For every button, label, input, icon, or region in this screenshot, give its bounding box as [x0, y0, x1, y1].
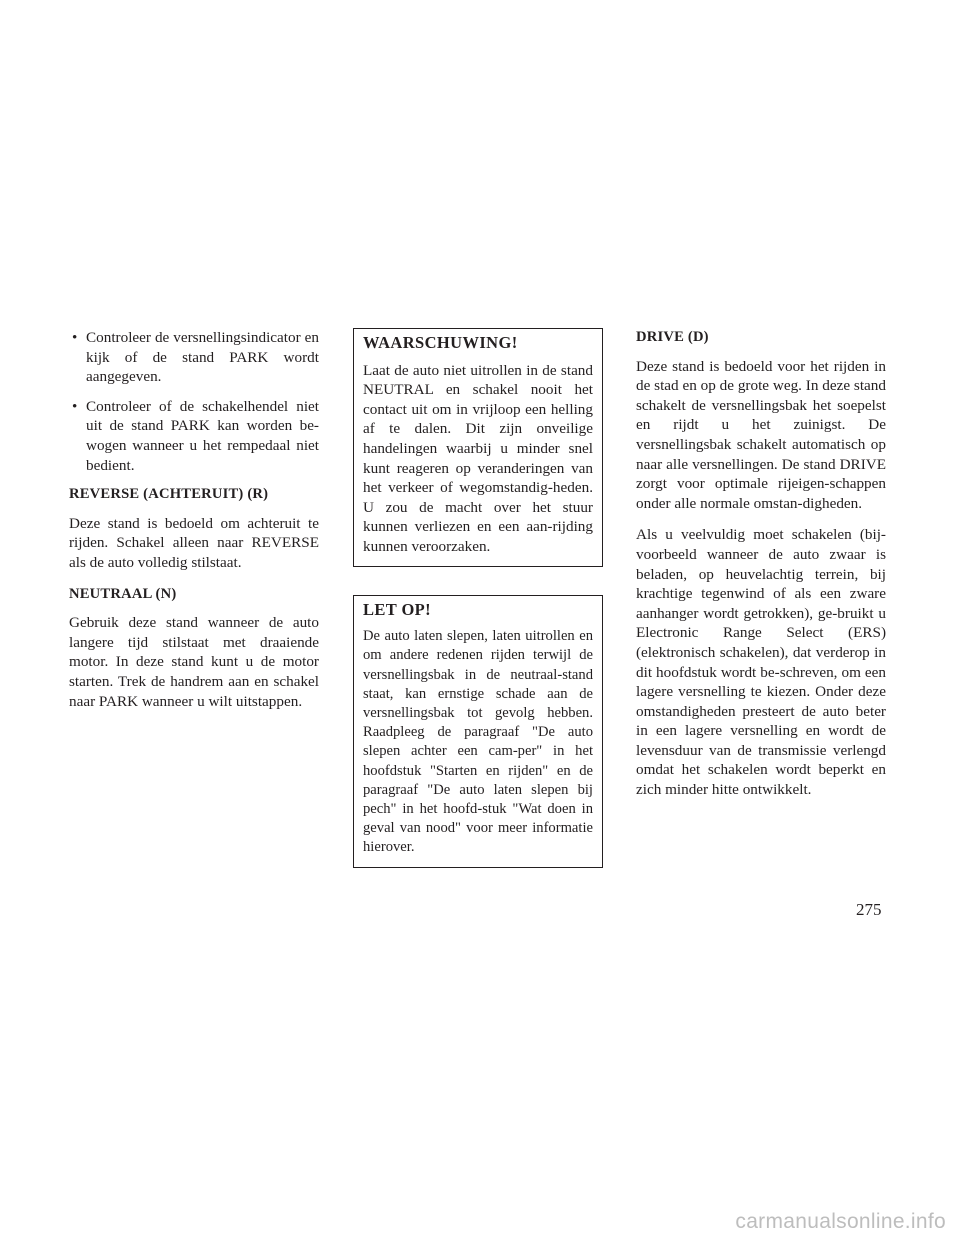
reverse-text: Deze stand is bedoeld om achteruit te rijden. Schakel alleen naar REVERSE als de auto volledig stilstaat. [69, 514, 319, 571]
left-column [69, 328, 319, 723]
list-item-text: Controleer de versnellingsindicator en kijk of de stand PARK wordt aangegeven. [86, 329, 319, 386]
watermark: carmanualsonline.info [735, 1210, 946, 1233]
drive-text-1: Deze stand is bedoeld voor het rijden in de stad en op de grote weg. In deze stand schakelt de versnellingsbak het soepelst en rijdt u het zuinigst. De versnellingsbak schakelt automatisch op naar alle versnellingen. De stand DRIVE zorgt voor optimale rijeigen-schappen onder alle normale omstan-digheden. [636, 357, 886, 512]
drive-heading: DRIVE (D) [636, 329, 709, 345]
middle-column [353, 328, 603, 896]
neutral-heading: NEUTRAAL (N) [69, 585, 177, 602]
bullet-icon: • [72, 397, 78, 415]
list-item [69, 328, 319, 387]
page-number: 275 [856, 900, 882, 919]
warning-box [353, 328, 603, 567]
caution-box [353, 595, 603, 868]
right-column [636, 328, 886, 812]
neutral-text: Gebruik deze stand wanneer de auto langere tijd stilstaat met draaiende motor. In deze stand kunt u de motor starten. Trek de handrem aan en schakel naar PARK wanneer u wilt uitstappen. [69, 614, 319, 710]
list-item [69, 397, 319, 475]
caution-title: LET OP! [363, 599, 432, 619]
warning-text: Laat de auto niet uitrollen in de stand NEUTRAL en schakel nooit het contact uit om in vrijloop een helling af te dalen. Dit zijn onveilige handelingen waarbij u minder snel kunt reageren op veranderingen van het verkeer of wegomstandig-heden. U zou de macht over het stuur kunnen verliezen en een aan-rijding kunnen veroorzaken. [363, 361, 593, 555]
drive-text-2: Als u veelvuldig moet schakelen (bij-voorbeeld wanneer de auto zwaar is beladen, op heuvelachtig terrein, bij krachtige tegenwind of als een zware aanhanger wordt getrokken), ge-bruikt u Electronic Range Select (ERS) (elektronisch schakelen), dat verderop in dit hoofdstuk wordt be-schreven, om een lagere versnelling te kiezen. Onder deze omstandigheden presteert de auto beter in een lagere versnelling en wordt de levensduur van de transmissie verlengd omdat het schakelen wordt beperkt en zich minder hitte ontwikkelt. [636, 526, 886, 799]
warning-title: WAARSCHUWING! [363, 333, 518, 352]
bullet-icon: • [72, 329, 78, 346]
caution-text: De auto laten slepen, laten uitrollen en om andere redenen rijden terwijl de versnellingsbak in de neutraal-stand staat, kan ernstige schade aan de versnellingsbak tot gevolg hebben. Raadpleeg de paragraaf "De auto slepen achter een cam-per" in het hoofdstuk "Starten en rijden" en de paragraaf "De auto laten slepen bij pech" in het hoofd-stuk "Wat doen in geval van nood" voor meer informatie hierover. [363, 628, 593, 856]
reverse-heading: REVERSE (ACHTERUIT) (R) [69, 486, 269, 503]
list-item-text: Controleer of de schakelhendel niet uit de stand PARK kan worden be-wogen wanneer u het rempedaal niet bedient. [86, 397, 319, 474]
check-list [69, 328, 319, 475]
